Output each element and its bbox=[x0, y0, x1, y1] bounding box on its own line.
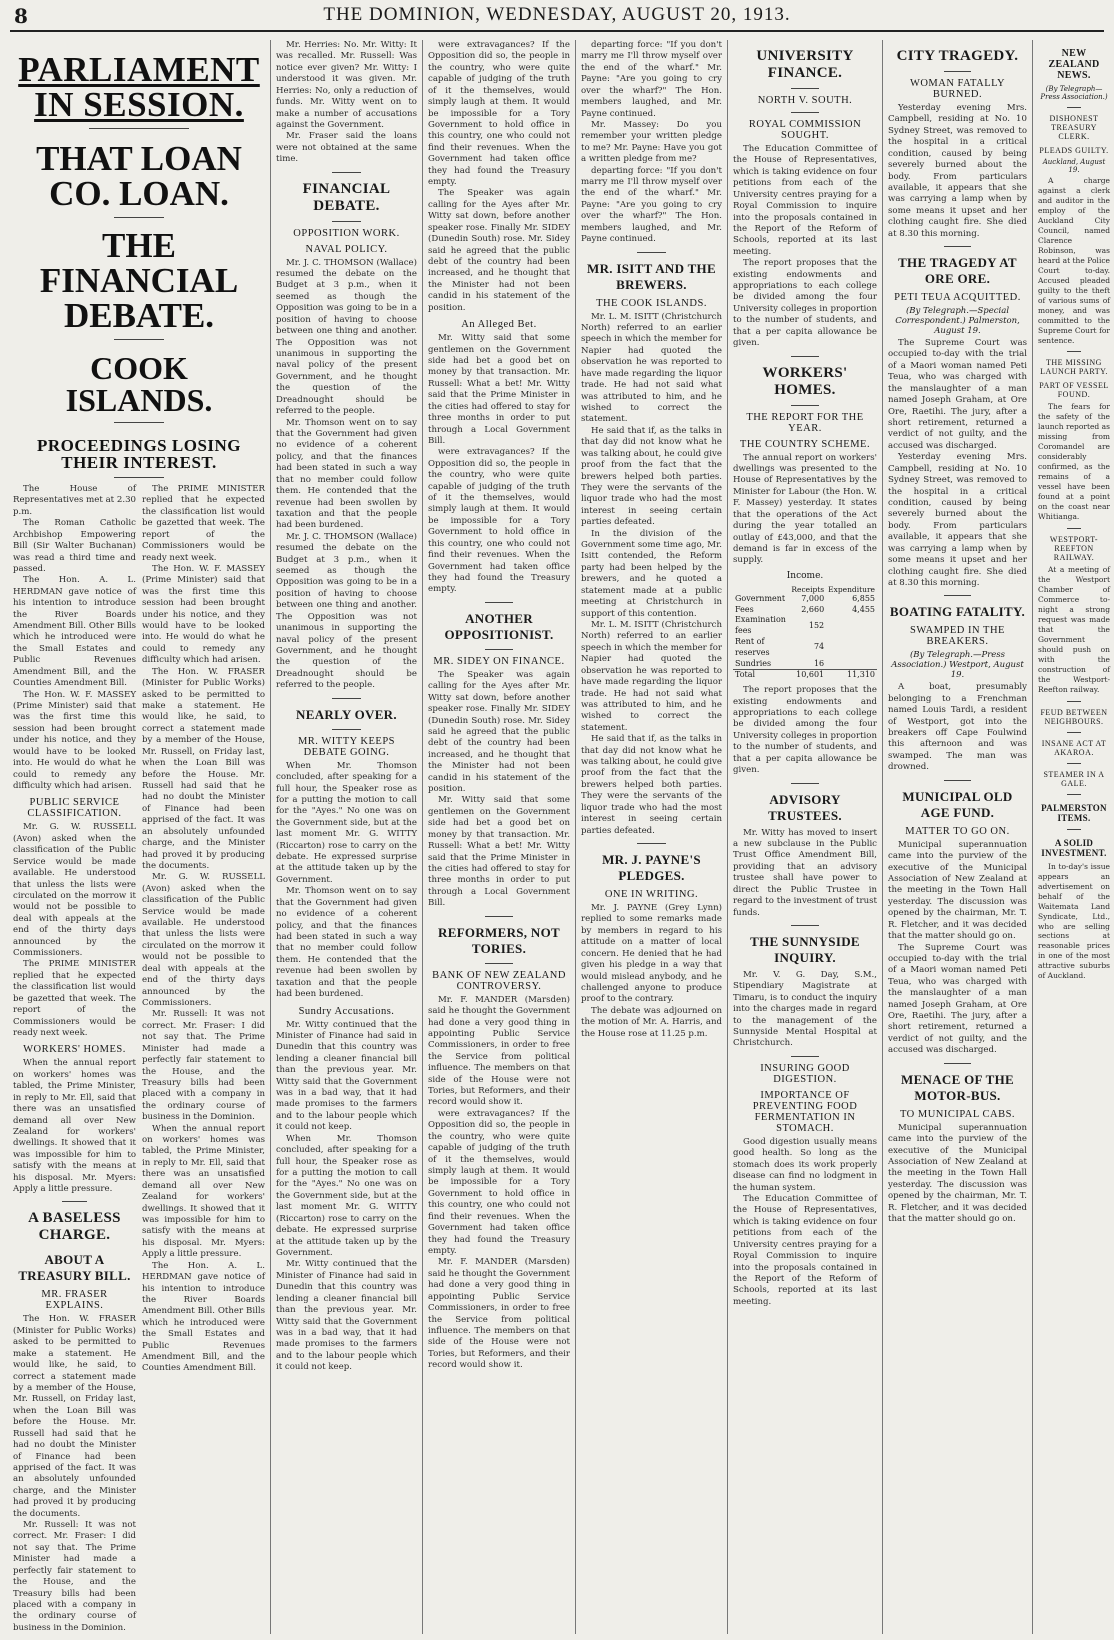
article-paragraph: Mr. Witty said that some gentlemen on the Government side had bet a good bet on money by that transaction. Mr. Russell: What a bet! Mr. Witty said that the Prime Minister in the cities had offered to stay for three months in order to put through a Local Government Bill. bbox=[428, 333, 570, 446]
table-title: Income. bbox=[786, 570, 824, 581]
article-paragraph: Mr. Fraser said the loans were not obtained at the same time. bbox=[276, 131, 417, 165]
headline-parliament: PARLIAMENT IN SESSION. bbox=[18, 50, 260, 124]
article-paragraph: He said that if, as the talks in that day did not know what he was talking about, he could give proof from the fact that the brewers helped both parties. They were the servants of the liquor trade who had the most interest in seeing certain parties defeated. bbox=[581, 425, 722, 528]
subheading: INSANE ACT AT AKAROA. bbox=[1041, 738, 1107, 757]
subheading: THE COUNTRY SCHEME. bbox=[739, 438, 871, 450]
article-paragraph: Municipal superannuation came into the purview of the executive of the Municipal Association of New Zealand at the meeting in the Town Hall yesterday. The discussion was opened by the chairman, Mr. T. R. Fletcher, and it was decided that the matter should go on. bbox=[888, 839, 1027, 942]
column-5 bbox=[730, 40, 880, 1634]
section-heading: WORKERS' HOMES. bbox=[762, 364, 848, 398]
subheading: WESTPORT-REEFTON RAILWAY. bbox=[1049, 535, 1099, 563]
section-heading: MR. ISITT AND THE BREWERS. bbox=[587, 260, 716, 292]
subheading: MATTER TO GO ON. bbox=[905, 825, 1010, 837]
subheading: TO MUNICIPAL CABS. bbox=[899, 1108, 1016, 1120]
section-heading: THE SUNNYSIDE INQUIRY. bbox=[750, 933, 860, 965]
section-heading: A SOLID INVESTMENT. bbox=[1041, 837, 1107, 858]
table-header: Receipts bbox=[791, 584, 825, 594]
article-paragraph: Mr. L. M. ISITT (Christchurch North) referred to an earlier speech in which the member for Napier had quoted the observation he was reported to have made regarding the liquor trade. He had not said what was attributed to him, and he wished to correct the statement. bbox=[581, 311, 722, 425]
section-heading: UNIVERSITY FINANCE. bbox=[756, 48, 854, 81]
article-paragraph: The PRIME MINISTER replied that he expected the classification list would be gazetted that week. The report of the Commissioners would be ready next week. bbox=[13, 959, 136, 1038]
article-paragraph: The Education Committee of the House of Representatives, which is taking evidence on four petitions from each of the University centres praying for a Royal Commission to inquire into the proposals contained in the Report of the Reform of Schools, reported at its last meeting. bbox=[733, 1194, 877, 1307]
article-paragraph: Mr. Thomson went on to say that the Government had given no evidence of a coherent policy, and that the finances had been stated in such a way that no member could follow them. He contended that the revenue had been swollen by taxation and that the people had been burdened. bbox=[276, 886, 417, 1000]
article-paragraph: The Education Committee of the House of Representatives, which is taking evidence on four petitions from each of the University centres praying for a Royal Commission to inquire into the proposals contained in the Report of the Reform of Schools, reported at its last meeting. bbox=[733, 144, 877, 257]
dateline: (By Telegraph—Press Association.) bbox=[1040, 85, 1108, 101]
article-paragraph: The fears for the safety of the launch reported as missing from Coromandel are considerably confirmed, as the remains of a vessel have been found at a point on the coast near Whitianga. bbox=[1038, 402, 1110, 522]
section-heading: MUNICIPAL OLD AGE FUND. bbox=[902, 788, 1013, 820]
dateline: (By Telegraph.—Press Association.) Westport, August 19. bbox=[891, 650, 1024, 681]
table-row: Total 10,601 11,310 bbox=[735, 670, 875, 680]
article-paragraph: The annual report on workers' dwellings was presented to the House of Representatives by the Minister for Labour (the Hon. W. F. Massey) yesterday. It states that the operations of the Act during the year totalled an outlay of £43,000, and that the demand is far in excess of the supply. bbox=[733, 452, 877, 566]
column-7 bbox=[1035, 40, 1113, 1634]
section-heading: FINANCIAL DEBATE. bbox=[302, 180, 391, 214]
section-heading: ABOUT A TREASURY BILL. bbox=[18, 1252, 131, 1284]
article-paragraph: When the annual report on workers' homes was tabled, the Prime Minister, in reply to Mr. Ell, said that there was an unsatisfied demand all over New Zealand for workers' dwellings. It showed that it was impossible for him to satisfy with the means at his disposal. Mr. Myers: Apply a little pressure. bbox=[13, 1058, 136, 1195]
section-heading: REFORMERS, NOT TORIES. bbox=[438, 924, 560, 956]
column-rule bbox=[575, 40, 576, 1634]
subheading: THE COOK ISLANDS. bbox=[596, 297, 707, 309]
section-heading: BOATING FATALITY. bbox=[889, 604, 1026, 620]
article-paragraph: A boat, presumably belonging to a Frenchman named Louis Tardi, a resident of Westport, got into the breakers off Cape Foulwind this afternoon and was swamped. The man was drowned. bbox=[888, 682, 1027, 773]
subheading: SWAMPED IN THE BREAKERS. bbox=[910, 625, 1005, 648]
subheading: NORTH V. SOUTH. bbox=[757, 95, 853, 106]
article-paragraph: Mr. Massey: Do you remember your written pledge to me? Mr. Payne: Have you got a written pledge from me? bbox=[581, 119, 722, 165]
article-paragraph: The Supreme Court was occupied to-day with the trial of a Maori woman named Peti Teua, who was charged with the manslaughter of a man named Joseph Graham, at Ore Ore, Raetihi. The jury, after a short retirement, returned a verdict of not guilty, and the accused was discharged. bbox=[888, 338, 1027, 451]
article-paragraph: Yesterday evening Mrs. Campbell, residing at No. 10 Sydney Street, was removed to the hospital in a critical condition, caused by being severely burned about the body. From particulars available, it appears that she was carrying a lamp when by some means it upset and her clothing caught fire. She died at 8.30 this morning. bbox=[888, 103, 1027, 239]
headline-cook-islands: COOK ISLANDS. bbox=[65, 350, 213, 418]
column-3 bbox=[425, 40, 573, 1634]
subheading: PETI TEUA ACQUITTED. bbox=[894, 292, 1021, 304]
article-paragraph: Mr. Witty continued that the Minister of Finance had said in Dunedin that this country was lending a cleaner financial bill than the previous year. Mr. Witty said that the Government was in a bad way, that it had made promises to the farmers and to the labour people which it could not keep. bbox=[276, 1259, 417, 1373]
section-heading: ADVISORY TRUSTEES. bbox=[768, 791, 842, 823]
article-paragraph: Mr. Russell: It was not correct. Mr. Fraser: I did not say that. The Prime Minister had made a perfectly fair statement to the House, and the Treasury bills had been placed with a company in the ordinary course of business in the Dominion. bbox=[142, 1009, 265, 1123]
subheading: WOMAN FATALLY BURNED. bbox=[909, 78, 1006, 100]
section-heading: MENACE OF THE MOTOR-BUS. bbox=[901, 1071, 1014, 1103]
subheading: THE REPORT FOR THE YEAR. bbox=[746, 411, 864, 434]
article-paragraph: Mr. Witty has moved to insert a new subclause in the Public Trust Office Amendment Bill, providing that an advisory trustee shall have power to direct the Public Trustee in regard to the investment of trust funds. bbox=[733, 827, 877, 918]
article-paragraph: were extravagances? If the Opposition did so, the people in the country, who were quite capable of judging of the truth of it the themselves, would simply laugh at them. It would be impossible for a Tory Government to hold office in this country, one who could not find their revenues. When the Government had taken office they had found the Treasury empty. bbox=[428, 447, 570, 595]
income-table bbox=[733, 585, 877, 681]
column-rule bbox=[882, 40, 883, 1634]
article-paragraph: The Speaker was again calling for the Ayes after Mr. Witty sat down, before another speaker rose. Finally Mr. SIDEY (Dunedin South) rose. Mr. Sidey said he agreed that the public debt of the country had been increased, and he thought that the Minister had not been candid in his statement of the position. bbox=[428, 188, 570, 313]
section-heading: NEW ZEALAND NEWS. bbox=[1048, 48, 1100, 81]
article-paragraph: Municipal superannuation came into the purview of the executive of the Municipal Association of New Zealand at the meeting in the Town Hall yesterday. The discussion was opened by the chairman, Mr. T. R. Fletcher, and it was decided that the matter should go on. bbox=[888, 1122, 1027, 1225]
article-paragraph: Mr. J. C. THOMSON (Wallace) resumed the debate on the Budget at 3 p.m., when it seemed as though the Opposition was going to be in a position of having to choose between one thing and another. The Opposition was not unanimous in supporting the naval policy of the present Government, and he thought the question of the Dreadnought should be referred to the people. bbox=[276, 257, 417, 417]
article-paragraph: When Mr. Thomson concluded, after speaking for a full hour, the Speaker rose as for a putting the motion to call for the "Ayes." No one was on the Government side, but at the last moment Mr. G. WITTY (Riccarton) rose to carry on the debate. He expressed surprise at the attitude taken up by the Government. bbox=[276, 760, 417, 885]
article-paragraph: Mr. Witty said that some gentlemen on the Government side had bet a good bet on money by that transaction. Mr. Russell: What a bet! Mr. Witty said that the Prime Minister in the cities had offered to stay for three months in order to put through a Local Government Bill. bbox=[428, 795, 570, 909]
subheading: WORKERS' HOMES. bbox=[23, 1044, 126, 1056]
subheading: INSURING GOOD DIGESTION. bbox=[760, 1062, 850, 1085]
article-paragraph: The Hon. A. L. HERDMAN gave notice of his intention to introduce the River Boards Amendment Bill. Other Bills which he introduced were the Small Estates and Public Revenues Amendment Bill, and the Counties Amendment Bill. bbox=[142, 1260, 265, 1374]
section-heading: A BASELESS CHARGE. bbox=[28, 1210, 121, 1244]
article-paragraph: At a meeting of the Westport Chamber of Commerce to-night a strong request was made that the Government should push on with the construction of the Westport-Reefton railway. bbox=[1038, 565, 1110, 694]
article-paragraph: In to-day's issue appears an advertisement on behalf of the Waitemata Land Syndicate, Ltd., who are selling sections at reasonable prices in one of the most attractive suburbs of Auckland. bbox=[1038, 861, 1110, 981]
subheading: DISHONEST TREASURY CLERK. bbox=[1049, 114, 1099, 141]
article-paragraph: The House of Representatives met at 2.30 p.m. bbox=[13, 484, 137, 517]
subheading: MR. FRASER EXPLAINS. bbox=[41, 1289, 108, 1312]
article-paragraph: were extravagances? If the Opposition did so, the people in the country, who were quite capable of judging of the truth of it the themselves, would simply laugh at them. It would be impossible for a Tory Government to hold office in this country, one who could not find their revenues. When the Government had taken office they had found the Treasury empty. bbox=[428, 1108, 570, 1256]
article-paragraph: The Speaker was again calling for the Ayes after Mr. Witty sat down, before another speaker rose. Finally Mr. SIDEY (Dunedin South) rose. Mr. Sidey said he agreed that the public debt of the country had been increased, and he thought that the Minister had not been candid in his statement of the position. bbox=[428, 669, 570, 795]
section-heading: ANOTHER OPPOSITIONIST. bbox=[444, 610, 554, 642]
section-heading: NEARLY OVER. bbox=[296, 706, 397, 722]
article-paragraph: The Roman Catholic Archbishop Empowering Bill (Sir Walter Buchanan) was read a third time and passed. bbox=[13, 518, 136, 574]
subheading: ROYAL COMMISSION SOUGHT. bbox=[748, 119, 862, 141]
article-paragraph: The Hon. W. F. MASSEY (Prime Minister) said that was the first time this session had been brought under his notice, and they would have to be looked into. He would do what he could to remedy any difficulty which had arisen. bbox=[142, 563, 265, 666]
subheading: PART OF VESSEL FOUND. bbox=[1039, 381, 1109, 400]
subheading: BANK OF NEW ZEALAND CONTROVERSY. bbox=[432, 969, 566, 992]
article-paragraph: The Hon. W. FRASER (Minister for Public Works) asked to be permitted to make a statement. He would like, he said, to correct a statement made by a member of the House, Mr. Russell, on Friday last, when the Loan Bill was before the House. Mr. Russell had said that he had no doubt the Minister of Finance had been apprised of the fact. It was an absolutely unfounded charge, and the Minister had proved it by producing the documents. bbox=[13, 1314, 136, 1519]
article-paragraph: The report proposes that the existing endowments and appropriations to each college be divided among the four University colleges in proportion to the number of students, and that a per capita allowance be given. bbox=[733, 685, 877, 776]
article-paragraph: Mr. Herries: No. Mr. Witty: It was recalled. Mr. Russell: Was notice ever given? Mr. Witty: I understood it was given. Mr. Herries: No, only a reduction of funds. Mr. Witty went on to make a number of accusations against the Government. bbox=[276, 40, 417, 130]
dateline: (By Telegraph.—Special Correspondent.) Palmerston, August 19. bbox=[895, 306, 1020, 337]
article-paragraph: Mr. G. W. RUSSELL (Avon) asked when the classification of the Public Service would be made available. He understood that unless the lists were circulated on the morrow it would not be possible to deal with appeals at the end of the thirty days announced by the Commissioners. bbox=[142, 872, 265, 1008]
article-paragraph: Mr. F. MANDER (Marsden) said he thought the Government had done a very good thing in appointing Public Service Commissioners, in order to free the Service from political influence. The members on that side of the House were not Tories, but Reformers, and their record would show it. bbox=[428, 994, 570, 1108]
section-heading: CITY TRAGEDY. bbox=[896, 48, 1019, 64]
table-row: Examination fees 152 bbox=[735, 615, 825, 636]
article-paragraph: When Mr. Thomson concluded, after speaking for a full hour, the Speaker rose as for a putting the motion to call for the "Ayes." No one was on the Government side, but at the last moment Mr. G. WITTY (Riccarton) rose to carry on the debate. He expressed surprise at the attitude taken up by the Government. bbox=[276, 1133, 417, 1258]
subheading: MR. SIDEY ON FINANCE. bbox=[433, 655, 565, 667]
table-row: Government 7,000 6,855 bbox=[735, 593, 875, 603]
headline-proceedings: PROCEEDINGS LOSING THEIR INTEREST. bbox=[36, 436, 242, 472]
dateline: Auckland, August 19. bbox=[1042, 158, 1106, 174]
article-paragraph: The Hon. W. F. MASSEY (Prime Minister) said that was the first time this session had been brought under his notice, and they would have to be looked into. He would do what he could to remedy any difficulty which had arisen. bbox=[13, 689, 136, 791]
article-paragraph: He said that if, as the talks in that day did not know what he was talking about, he could give proof from the fact that the brewers helped both parties. They were the servants of the liquor trade who had the most interest in seeing certain parties defeated. bbox=[581, 734, 722, 836]
column-rule bbox=[422, 40, 423, 1634]
headline-loan: THAT LOAN CO. LOAN. bbox=[36, 139, 242, 213]
article-paragraph: The report proposes that the existing endowments and appropriations to each college be divided among the four University colleges in proportion to the number of students, and that a per capita allowance be given. bbox=[733, 258, 877, 349]
paper-title: THE DOMINION, WEDNESDAY, AUGUST 20, 1913. bbox=[323, 4, 791, 25]
column-6 bbox=[885, 40, 1030, 1634]
subheading: STEAMER IN A GALE. bbox=[1043, 769, 1105, 788]
column-rule bbox=[270, 40, 271, 1634]
article-paragraph: Mr. Russell: It was not correct. Mr. Fraser: I did not say that. The Prime Minister had made a perfectly fair statement to the House, and the Treasury bills had been placed with a company in the ordinary course of business in the Dominion. bbox=[13, 1520, 136, 1633]
subheading: IMPORTANCE OF PREVENTING FOOD FERMENTATION IN STOMACH. bbox=[752, 1089, 858, 1134]
table-header bbox=[733, 585, 789, 594]
subheading: ONE IN WRITING. bbox=[604, 889, 699, 900]
article-paragraph: Mr. J. PAYNE (Grey Lynn) replied to some remarks made by members in regard to his attitude on a matter of local concern. He denied that he had given his pledge in a way that would mislead anybody, and he challenged anyone to produce proof to the contrary. bbox=[581, 903, 722, 1005]
subheading: Sundry Accusations. bbox=[298, 1005, 395, 1017]
subheading: NAVAL POLICY. bbox=[305, 243, 388, 255]
article-paragraph: The debate was adjourned on the motion of Mr. A. Harris, and the House rose at 11.25 p.m. bbox=[581, 1005, 722, 1039]
article-paragraph: The Hon. W. FRASER (Minister for Public Works) asked to be permitted to make a statement. He would like, he said, to correct a statement made by a member of the House, Mr. Russell, on Friday last, when the Loan Bill was before the House. Mr. Russell had said that he had no doubt the Minister of Finance had been apprised of the fact. It was an absolutely unfounded charge, and the Minister had proved it by producing the documents. bbox=[142, 666, 265, 871]
article-paragraph: departing force: "If you don't marry me I'll throw myself over the end of the wharf." Mr. Payne: "Are you going to cry over the wharf?" The Hon. members laughed, and Mr. Payne continued. bbox=[581, 40, 722, 119]
article-paragraph: A charge against a clerk and auditor in the employ of the Auckland City Council, named Clarence Robinson, was heard at the Police Court to-day. Accused pleaded guilty to the theft of various sums of money, and was committed to the Supreme Court for sentence. bbox=[1038, 176, 1110, 345]
masthead bbox=[10, 2, 1104, 32]
article-paragraph: Good digestion usually means good health. So long as the stomach does its work properly disease can find no lodgment in the human system. bbox=[733, 1136, 877, 1193]
section-heading: MR. J. PAYNE'S PLEDGES. bbox=[602, 852, 701, 883]
article-paragraph: Mr. V. G. Day, S.M., Stipendiary Magistrate at Timaru, is to conduct the inquiry into the charges made in regard to the management of the Sunnyside Mental Hospital at Christchurch. bbox=[733, 969, 877, 1049]
article-paragraph: When the annual report on workers' homes was tabled, the Prime Minister, in reply to Mr. Ell, said that there was an unsatisfied demand all over New Zealand for workers' dwellings. It showed that it was impossible for him to satisfy with the means at his disposal. Mr. Myers: Apply a little pressure. bbox=[142, 1123, 265, 1260]
article-paragraph: Mr. Thomson went on to say that the Government had given no evidence of a coherent policy, and that the finances had been stated in such a way that no member could follow them. He contended that the revenue had been swollen by taxation and that the people had been burdened. bbox=[276, 417, 417, 531]
article-paragraph: departing force: "If you don't marry me I'll throw myself over the end of the wharf." Mr. Payne: "Are you going to cry over the wharf?" The Hon. members laughed, and Mr. Payne continued. bbox=[581, 165, 722, 245]
table-header: Expenditure bbox=[828, 584, 875, 594]
page-number: 8 bbox=[14, 4, 28, 28]
column-rule bbox=[1032, 40, 1033, 1634]
subheading: FEUD BETWEEN NEIGHBOURS. bbox=[1040, 707, 1108, 726]
article-paragraph: The Supreme Court was occupied to-day with the trial of a Maori woman named Peti Teua, who was charged with the manslaughter of a man named Joseph Graham, at Ore Ore, Raetihi. The jury, after a short retirement, returned a verdict of not guilty, and the accused was discharged. bbox=[888, 942, 1027, 1056]
article-paragraph: Mr. G. W. RUSSELL (Avon) asked when the classification of the Public Service would be made available. He understood that unless the lists were circulated on the morrow it would not be possible to deal with appeals at the end of the thirty days announced by the Commissioners. bbox=[13, 822, 136, 959]
column-rule bbox=[727, 40, 728, 1634]
article-paragraph: The PRIME MINISTER replied that he expected the classification list would be gazetted that week. The report of the Commissioners would be ready next week. bbox=[142, 484, 265, 563]
column-1 bbox=[10, 40, 268, 1634]
table-row: Rent of reserves 74 bbox=[735, 637, 825, 657]
column-4 bbox=[578, 40, 725, 1634]
subheading: PUBLIC SERVICE CLASSIFICATION. bbox=[27, 797, 122, 820]
subheading: MR. WITTY KEEPS DEBATE GOING. bbox=[297, 735, 396, 758]
article-paragraph: Mr. J. C. THOMSON (Wallace) resumed the debate on the Budget at 3 p.m., when it seemed as though the Opposition was going to be in a position of having to choose between one thing and another. The Opposition was not unanimous in supporting the naval policy of the present Government, and he thought the question of the Dreadnought should be referred to the people. bbox=[276, 531, 417, 691]
section-heading: THE TRAGEDY AT ORE ORE. bbox=[898, 255, 1017, 287]
article-paragraph: Mr. F. MANDER (Marsden) said he thought the Government had done a very good thing in appointing Public Service Commissioners, in order to free the Service from political influence. The members on that side of the House were not Tories, but Reformers, and their record would show it. bbox=[428, 1257, 570, 1371]
subheading: THE MISSING LAUNCH PARTY. bbox=[1040, 358, 1108, 377]
table-row: Sundries 16 bbox=[735, 658, 825, 668]
table-row: Fees 2,660 4,455 bbox=[735, 604, 875, 614]
article-paragraph: Mr. Witty continued that the Minister of Finance had said in Dunedin that this country was lending a cleaner financial bill than the previous year. Mr. Witty said that the Government was in a bad way, that it had made promises to the farmers and to the labour people which it could not keep. bbox=[276, 1019, 417, 1133]
headline-financial-debate: THE FINANCIAL DEBATE. bbox=[39, 226, 239, 335]
subheading: PLEADS GUILTY. bbox=[1039, 146, 1109, 155]
article-paragraph: In the division of the Government some time ago, Mr. Isitt contended, the Reform party had been helped by the brewers, and he quoted a statement made at a public meeting at Christchurch in support of this contention. bbox=[581, 528, 722, 619]
article-paragraph: The Hon. A. L. HERDMAN gave notice of his intention to introduce the River Boards Amendment Bill. Other Bills which he introduced were the Small Estates and Public Revenues Amendment Bill, and the Counties Amendment Bill. bbox=[13, 575, 136, 689]
article-paragraph: Yesterday evening Mrs. Campbell, residing at No. 10 Sydney Street, was removed to the hospital in a critical condition, caused by being severely burned about the body. From particulars available, it appears that she was carrying a lamp when by some means it upset and her clothing caught fire. She died at 8.30 this morning. bbox=[888, 452, 1027, 588]
column-2 bbox=[273, 40, 420, 1634]
subheading: OPPOSITION WORK. bbox=[293, 227, 400, 239]
article-paragraph: were extravagances? If the Opposition did so, the people in the country, who were quite capable of judging of the truth of it the themselves, would simply laugh at them. It would be impossible for a Tory Government to hold office in this country, one who could not find their revenues. When the Government had taken office they had found the Treasury empty. bbox=[428, 40, 570, 188]
section-heading: PALMERSTON ITEMS. bbox=[1041, 802, 1107, 823]
article-paragraph: Mr. L. M. ISITT (Christchurch North) referred to an earlier speech in which the member for Napier had quoted the observation he was reported to have made regarding the liquor trade. He had not said what was attributed to him, and he wished to correct the statement. bbox=[581, 619, 722, 733]
subheading: An Alleged Bet. bbox=[461, 319, 537, 331]
